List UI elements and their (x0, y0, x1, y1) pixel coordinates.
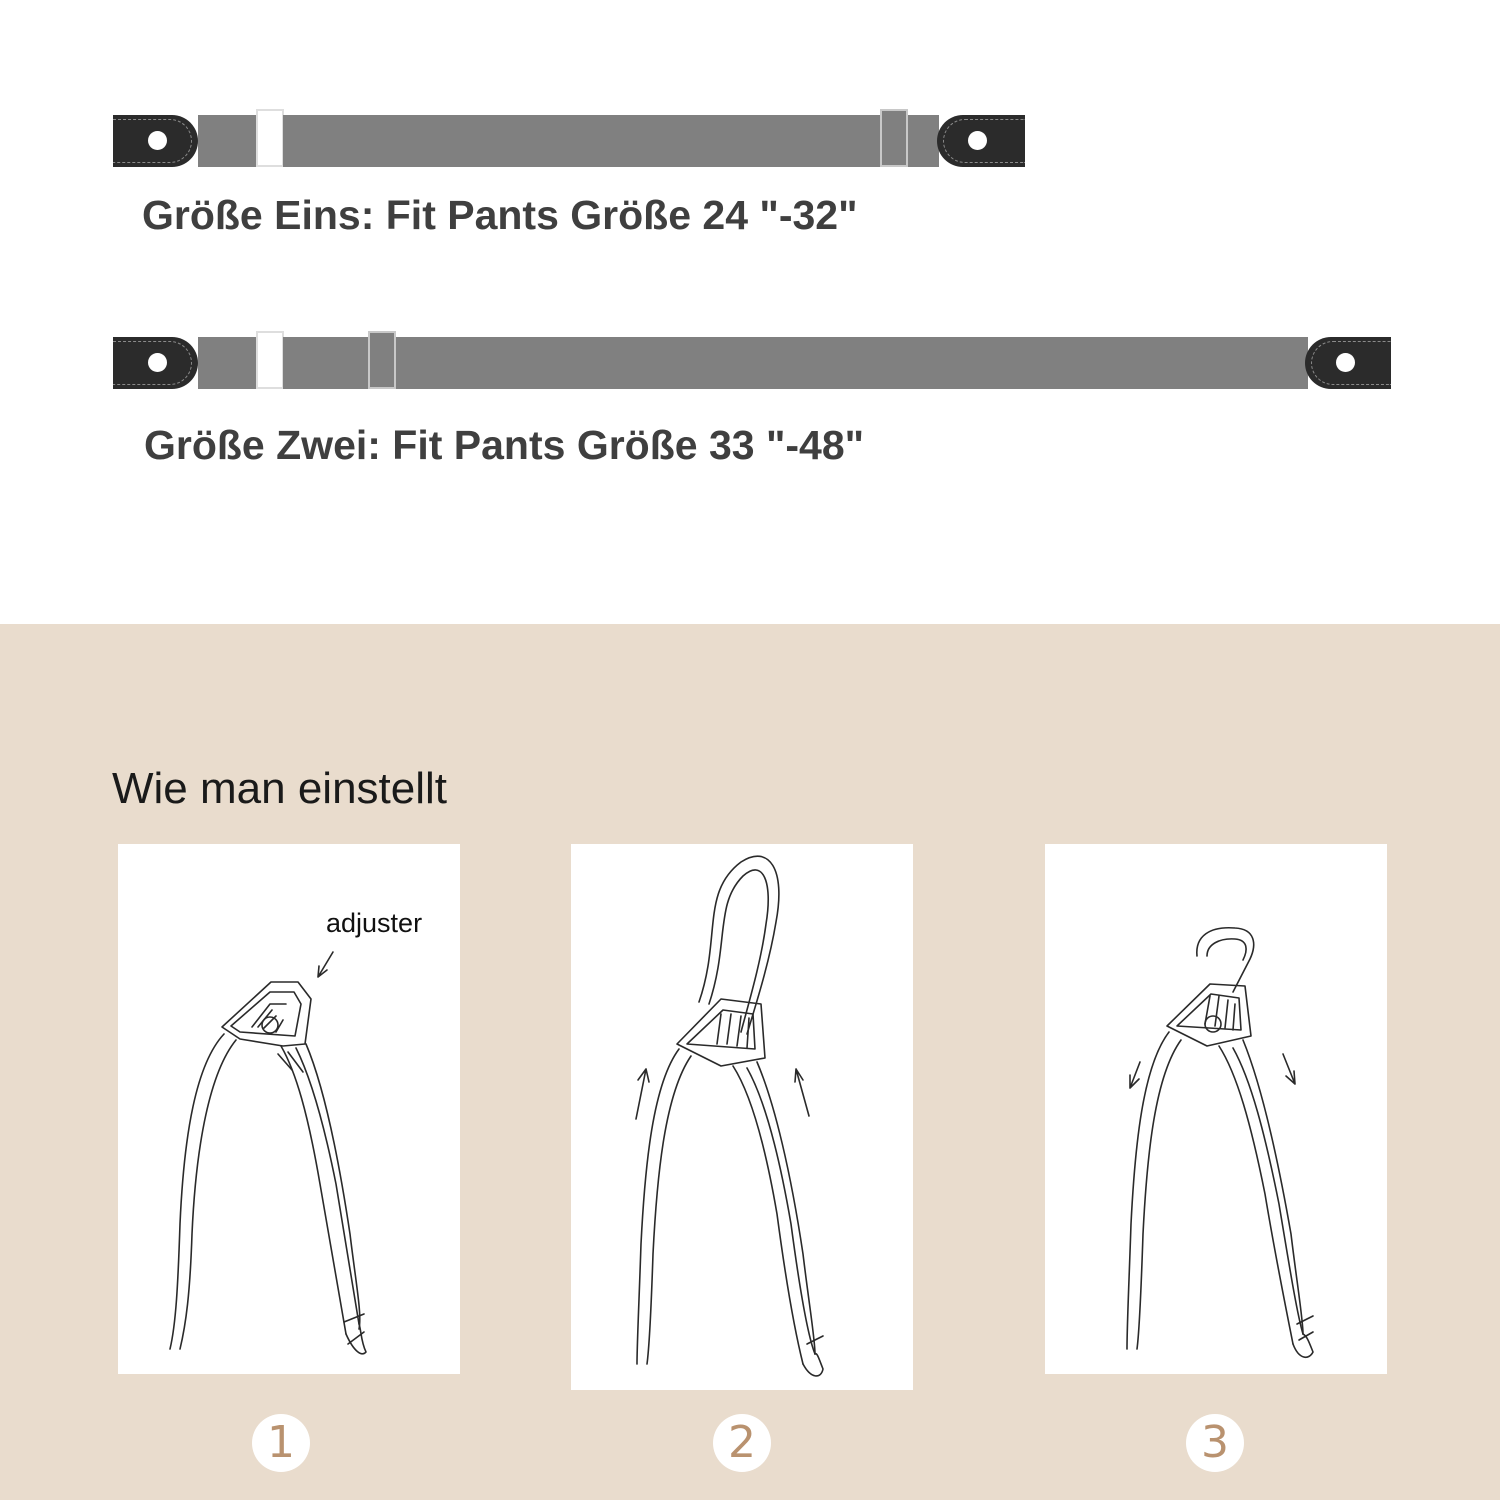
belt-end-left (113, 337, 198, 389)
belt-size-one (113, 115, 1025, 167)
belt-strap (198, 115, 261, 167)
strap-pull-up-drawing-icon (571, 844, 913, 1390)
belt-strap (283, 115, 939, 167)
snap-button-icon (148, 353, 167, 372)
buckle-slider-icon (880, 109, 908, 167)
instructions-heading: Wie man einstellt (112, 764, 448, 813)
belt-end-left (113, 115, 198, 167)
adjuster-label: adjuster (326, 908, 423, 938)
step-2-illustration (571, 844, 913, 1390)
step-number-2: 2 (713, 1414, 771, 1472)
strap-tighten-drawing-icon (1045, 844, 1387, 1374)
belt-strap (283, 337, 1308, 389)
step-number-3: 3 (1186, 1414, 1244, 1472)
instructions-section (0, 624, 1500, 1500)
buckle-slider-icon (368, 331, 396, 389)
size-two-label: Größe Zwei: Fit Pants Größe 33 "-48" (144, 422, 865, 468)
belt-end-right (937, 115, 1025, 167)
snap-button-icon (148, 131, 167, 150)
size-section (0, 0, 1500, 624)
step-3-illustration (1045, 844, 1387, 1374)
snap-button-icon (968, 131, 987, 150)
size-one-label: Größe Eins: Fit Pants Größe 24 "-32" (142, 192, 858, 238)
buckle-slider-icon (256, 331, 284, 389)
belt-size-two (113, 337, 1391, 389)
strap-adjuster-drawing-icon (118, 844, 460, 1374)
step-number-1: 1 (252, 1414, 310, 1472)
belt-end-right (1305, 337, 1391, 389)
buckle-slider-icon (256, 109, 284, 167)
belt-strap (198, 337, 261, 389)
snap-button-icon (1336, 353, 1355, 372)
step-1-illustration (118, 844, 460, 1374)
